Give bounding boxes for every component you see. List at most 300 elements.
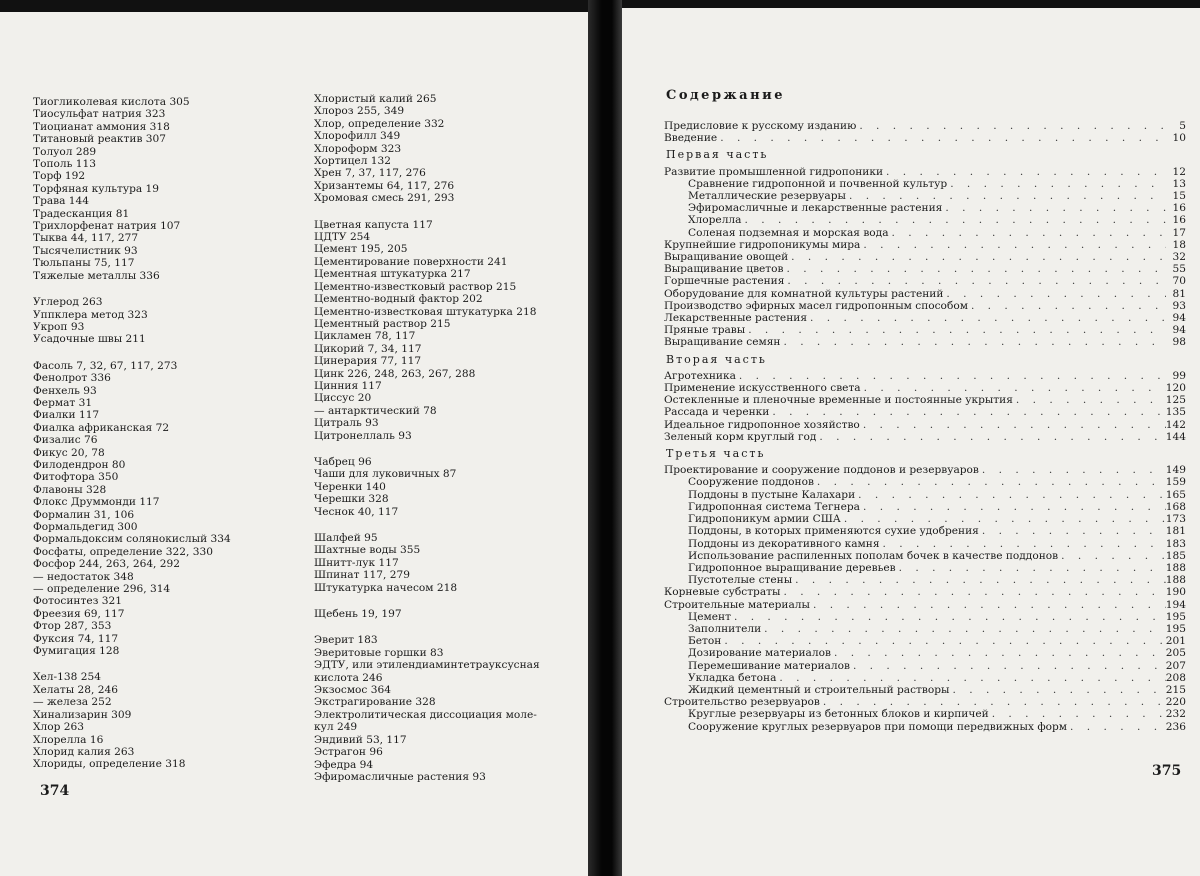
index-entry: Тиосульфат натрия 323 <box>33 108 166 121</box>
index-entry: Цемент 195, 205 <box>314 243 408 256</box>
toc-entry-page: 70 <box>1172 275 1186 288</box>
toc-entry <box>664 190 1186 202</box>
index-entry: Хлористый калий 265 <box>314 93 437 105</box>
index-entry: Шнитт-лук 117 <box>314 556 399 569</box>
index-entry: Хелаты 28, 246 <box>33 683 118 696</box>
index-entry: Флавоны 328 <box>33 483 107 496</box>
toc-entry-title: Зеленый корм круглый год <box>664 430 817 443</box>
toc-entry <box>664 464 1186 476</box>
toc-leader-dots <box>880 538 1166 550</box>
toc-leader-dots <box>769 406 1165 418</box>
toc-entry <box>664 370 1186 382</box>
toc-entry-page: 32 <box>1172 251 1186 264</box>
index-entry: Хинализарин 309 <box>33 708 132 721</box>
toc-entry-title: Строительные материалы <box>664 598 810 611</box>
index-entry: Уппклера метод 323 <box>33 308 148 321</box>
toc-leader-dots <box>736 370 1166 382</box>
toc-entry <box>664 288 1186 300</box>
toc-leader-dots <box>889 227 1166 239</box>
index-entry: Тысячелистник 93 <box>33 244 138 257</box>
toc-leader-dots <box>820 696 1166 708</box>
toc-entry-page: 125 <box>1165 394 1186 407</box>
index-entry: Тыква 44, 117, 277 <box>33 232 139 245</box>
toc-leader-dots <box>831 647 1166 659</box>
toc-entry-title: Жидкий цементный и строительный растворы <box>688 683 950 696</box>
index-entry: Фенхель 93 <box>33 384 97 397</box>
toc-entry <box>664 132 1186 144</box>
toc-entry <box>664 586 1186 598</box>
toc-entry <box>664 166 1186 178</box>
toc-leader-dots <box>784 275 1166 287</box>
index-entry: Фосфор 244, 263, 264, 292 <box>33 558 181 571</box>
index-entry: Щебень 19, 197 <box>314 608 402 621</box>
toc-entry-title: Хлорелла <box>688 214 742 227</box>
toc-entry-page: 135 <box>1165 406 1186 419</box>
toc-entry-page: 149 <box>1165 464 1186 477</box>
index-entry: Тиоцианат аммония 318 <box>33 120 170 133</box>
toc-entry-page: 18 <box>1172 238 1186 251</box>
toc-leader-dots <box>1067 721 1166 733</box>
index-entry: Цитраль 93 <box>314 417 379 430</box>
toc-entry-title: Агротехника <box>664 369 736 382</box>
toc-entry <box>664 394 1186 406</box>
toc-leader-dots <box>741 214 1166 226</box>
toc-entry <box>664 489 1186 501</box>
toc-entry <box>664 635 1186 647</box>
index-entry: кул 249 <box>314 721 358 734</box>
index-entry: Цитронеллаль 93 <box>314 429 412 442</box>
index-entry: Фотосинтез 321 <box>33 595 122 608</box>
index-entry: Фермат 31 <box>33 396 93 409</box>
index-entry: Толуол 289 <box>33 145 97 158</box>
toc-entry-page: 168 <box>1165 500 1186 513</box>
toc-entry-page: 190 <box>1165 586 1186 599</box>
toc-entry-title: Строительство резервуаров <box>664 696 820 709</box>
toc-entry <box>664 312 1186 324</box>
toc-leader-dots <box>788 251 1166 263</box>
toc-entry <box>664 708 1186 720</box>
toc-entry-title: Гидропонная система Тегнера <box>688 500 860 513</box>
index-entry: Трихлорфенат натрия 107 <box>33 220 181 233</box>
toc-entry-page: 195 <box>1165 610 1186 623</box>
toc-entry-title: Гидропоникум армии США <box>688 513 841 526</box>
index-entry: Фитофтора 350 <box>33 471 119 484</box>
index-entry: Фиалка африканская 72 <box>33 421 170 434</box>
toc-entry-page: 98 <box>1172 336 1186 349</box>
toc-entry <box>664 202 1186 214</box>
index-entry: Цинк 226, 248, 263, 267, 288 <box>314 367 476 380</box>
index-entry: Укроп 93 <box>33 320 85 333</box>
toc-leader-dots <box>942 202 1166 214</box>
toc-entry-title: Использование распиленных пополам бочек в качестве поддонов <box>688 549 1059 562</box>
table-of-contents <box>664 120 1186 733</box>
toc-entry-page: 144 <box>1165 430 1186 443</box>
index-letter-gap <box>33 346 231 360</box>
toc-entry <box>664 178 1186 190</box>
toc-leader-dots <box>1013 394 1166 406</box>
toc-entry-page: 13 <box>1172 177 1186 190</box>
toc-entry <box>664 239 1186 251</box>
toc-entry-title: Поддоны из декоративного камня <box>688 537 880 550</box>
index-entry: Формальдоксим солянокислый 334 <box>33 533 231 546</box>
toc-entry-title: Эфиромасличные и лекарственные растения <box>688 202 943 215</box>
toc-entry <box>664 623 1186 635</box>
index-entry: Фенолрот 336 <box>33 372 111 385</box>
toc-entry-title: Металлические резервуары <box>688 190 846 203</box>
index-entry: Хлороформ 323 <box>314 142 402 155</box>
toc-entry-page: 99 <box>1172 369 1186 382</box>
index-letter-gap <box>314 518 540 532</box>
toc-entry <box>664 300 1186 312</box>
toc-entry-title: Укладка бетона <box>688 671 777 684</box>
toc-leader-dots <box>856 120 1166 132</box>
toc-entry-title: Заполнители <box>688 622 762 635</box>
toc-entry-page: 201 <box>1165 635 1186 648</box>
toc-leader-dots <box>814 476 1166 488</box>
index-entry: Цинния 117 <box>314 379 382 392</box>
toc-entry-title: Пряные травы <box>664 324 746 337</box>
index-entry: Чаши для луковичных 87 <box>314 468 457 481</box>
index-entry: Традесканция 81 <box>33 207 130 220</box>
toc-entry-title: Сооружение круглых резервуаров при помощи передвижных форм <box>688 720 1068 733</box>
toc-entry-page: 120 <box>1165 382 1186 395</box>
index-entry: Флокс Друммонди 117 <box>33 496 160 509</box>
index-entry: Цементно-известковый раствор 215 <box>314 280 517 293</box>
index-entry: Эфедра 94 <box>314 758 374 771</box>
toc-entry <box>664 251 1186 263</box>
toc-leader-dots <box>780 586 1165 598</box>
toc-leader-dots <box>776 672 1165 684</box>
index-entry: Цементная штукатурка 217 <box>314 268 471 281</box>
index-entry: Шпинат 117, 279 <box>314 569 410 582</box>
index-entry: Хрен 7, 37, 117, 276 <box>314 167 426 180</box>
index-entry: Фреезия 69, 117 <box>33 607 125 620</box>
toc-entry-title: Гидропонное выращивание деревьев <box>688 561 896 574</box>
page-number-left: 374 <box>40 783 70 799</box>
index-letter-gap <box>314 205 540 219</box>
index-column-2 <box>314 93 540 783</box>
index-entry: Шалфей 95 <box>314 532 378 544</box>
index-entry: Хлор, определение 332 <box>314 117 445 130</box>
toc-entry-page: 195 <box>1165 622 1186 635</box>
index-entry: Хризантемы 64, 117, 276 <box>314 179 455 192</box>
index-entry: Хел-138 254 <box>33 671 101 684</box>
toc-entry-page: 17 <box>1172 226 1186 239</box>
toc-entry-page: 94 <box>1172 312 1186 325</box>
toc-entry-title: Сравнение гидропонной и почвенной культур <box>688 177 948 190</box>
toc-entry <box>664 574 1186 586</box>
toc-entry-page: 142 <box>1165 418 1186 431</box>
index-entry: кислота 246 <box>314 671 383 684</box>
toc-entry-page: 205 <box>1165 647 1186 660</box>
toc-entry <box>664 382 1186 394</box>
toc-entry <box>664 672 1186 684</box>
index-entry: Черешки 328 <box>314 493 389 506</box>
toc-entry-page: 194 <box>1165 598 1186 611</box>
index-entry: Черенки 140 <box>314 480 386 493</box>
index-column-1 <box>33 96 231 771</box>
index-letter-gap <box>314 442 540 456</box>
toc-entry <box>664 214 1186 226</box>
toc-leader-dots <box>784 263 1166 275</box>
toc-entry-title: Выращивание овощей <box>664 251 789 264</box>
toc-entry <box>664 336 1186 348</box>
toc-entry-page: 12 <box>1172 165 1186 178</box>
toc-entry-page: 94 <box>1172 324 1186 337</box>
toc-leader-dots <box>816 431 1165 443</box>
toc-entry-title: Горшечные растения <box>664 275 785 288</box>
index-entry: Хортицел 132 <box>314 155 392 168</box>
index-entry: Штукатурка начесом 218 <box>314 581 458 594</box>
index-entry: Усадочные швы 211 <box>33 333 146 346</box>
toc-entry <box>664 513 1186 525</box>
toc-leader-dots <box>860 419 1166 431</box>
index-entry: Фиалки 117 <box>33 409 100 422</box>
toc-entry <box>664 562 1186 574</box>
toc-part-heading: Третья часть <box>666 447 766 461</box>
index-letter-gap <box>33 282 231 296</box>
index-entry: Трава 144 <box>33 195 90 208</box>
index-entry: Хлорид калия 263 <box>33 745 135 758</box>
toc-part-heading: Первая часть <box>666 148 769 162</box>
index-entry: Эстрагон 96 <box>314 746 383 759</box>
index-letter-gap <box>314 620 540 634</box>
toc-entry-title: Крупнейшие гидропоникумы мира <box>664 238 861 251</box>
index-entry: Титановый реактив 307 <box>33 133 167 146</box>
index-entry: Цикламен 78, 117 <box>314 330 416 343</box>
index-entry: Электролитическая диссоциация моле- <box>314 708 537 721</box>
toc-entry-title: Пустотелые стены <box>688 574 793 587</box>
toc-entry-page: 81 <box>1172 287 1186 300</box>
toc-entry-title: Предисловие к русскому изданию <box>664 120 857 132</box>
index-entry: Экзосмос 364 <box>314 684 391 697</box>
toc-entry <box>664 406 1186 418</box>
toc-leader-dots <box>883 166 1166 178</box>
index-entry: Цикорий 7, 34, 117 <box>314 342 422 355</box>
index-letter-gap <box>33 657 231 671</box>
toc-entry-page: 215 <box>1165 683 1186 696</box>
index-entry: Фикус 20, 78 <box>33 446 105 459</box>
toc-entry-page: 188 <box>1165 561 1186 574</box>
toc-entry-page: 236 <box>1165 720 1186 733</box>
toc-entry <box>664 419 1186 431</box>
index-entry: Фтор 287, 353 <box>33 620 112 633</box>
index-entry: Фасоль 7, 32, 67, 117, 273 <box>33 359 178 372</box>
toc-entry-title: Оборудование для комнатной культуры растений <box>664 287 944 300</box>
toc-entry-title: Применение искусственного света <box>664 382 861 395</box>
index-entry: — недостаток 348 <box>33 570 134 583</box>
toc-entry <box>664 538 1186 550</box>
toc-entry-title: Цемент <box>688 610 731 623</box>
toc-entry <box>664 431 1186 443</box>
index-entry: Торф 192 <box>33 170 86 183</box>
toc-leader-dots <box>968 300 1166 312</box>
toc-entry-title: Производство эфирных масел гидропонным способом <box>664 299 968 312</box>
toc-leader-dots <box>731 611 1166 623</box>
toc-entry <box>664 684 1186 696</box>
toc-entry <box>664 525 1186 537</box>
toc-entry-title: Идеальное гидропонное хозяйство <box>664 418 860 431</box>
toc-part-heading: Вторая часть <box>666 352 767 366</box>
index-entry: Эндивий 53, 117 <box>314 733 407 746</box>
toc-entry <box>664 275 1186 287</box>
toc-leader-dots <box>721 635 1165 647</box>
toc-leader-dots <box>761 623 1166 635</box>
index-entry: Шахтные воды 355 <box>314 544 421 557</box>
index-entry: Эверитовые горшки 83 <box>314 646 444 659</box>
toc-entry <box>664 263 1186 275</box>
toc-entry-title: Рассада и черенки <box>664 406 770 419</box>
left-page <box>0 12 600 876</box>
toc-title: Содержание <box>666 88 786 103</box>
toc-leader-dots <box>861 382 1166 394</box>
toc-entry-page: 185 <box>1165 549 1186 562</box>
toc-entry-title: Введение <box>664 132 718 145</box>
toc-entry-title: Бетон <box>688 635 722 648</box>
index-entry: Цементный раствор 215 <box>314 317 451 330</box>
index-entry: Чабрец 96 <box>314 455 372 468</box>
toc-entry <box>664 660 1186 672</box>
index-entry: Хлороз 255, 349 <box>314 105 405 118</box>
index-entry: Формалин 31, 106 <box>33 508 135 521</box>
index-entry: — железа 252 <box>33 696 112 709</box>
right-page <box>622 8 1200 876</box>
index-entry: Тяжелые металлы 336 <box>33 269 160 282</box>
index-entry: Хлор 263 <box>33 721 85 734</box>
toc-entry-title: Круглые резервуары из бетонных блоков и кирпичей <box>688 708 989 721</box>
index-entry: Хлориды, определение 318 <box>33 758 186 771</box>
index-entry: Цветная капуста 117 <box>314 218 433 231</box>
toc-leader-dots <box>855 489 1166 501</box>
toc-leader-dots <box>979 525 1166 537</box>
index-entry: Филодендрон 80 <box>33 458 126 471</box>
toc-leader-dots <box>860 501 1166 513</box>
toc-entry <box>664 696 1186 708</box>
toc-entry-title: Соленая подземная и морская вода <box>688 226 889 239</box>
toc-entry-page: 16 <box>1172 214 1186 227</box>
toc-entry-page: 207 <box>1165 659 1186 672</box>
index-entry: Цинерария 77, 117 <box>314 355 422 368</box>
toc-leader-dots <box>780 336 1166 348</box>
index-entry: Цементирование поверхности 241 <box>314 255 508 268</box>
index-entry: Цементно-известковая штукатурка 218 <box>314 305 537 318</box>
toc-entry <box>664 501 1186 513</box>
toc-entry-page: 93 <box>1172 299 1186 312</box>
toc-entry-page: 16 <box>1172 202 1186 215</box>
toc-entry-title: Перемешивание материалов <box>688 659 850 672</box>
toc-entry <box>664 324 1186 336</box>
index-entry: Углерод 263 <box>33 296 103 309</box>
toc-leader-dots <box>896 562 1166 574</box>
index-entry: Хлорелла 16 <box>33 733 104 746</box>
index-entry: Фумигация 128 <box>33 645 120 658</box>
toc-leader-dots <box>846 190 1166 202</box>
index-entry: Хлорофилл 349 <box>314 130 401 143</box>
index-entry: Торфяная культура 19 <box>33 182 160 195</box>
toc-leader-dots <box>860 239 1166 251</box>
index-entry: Фуксия 74, 117 <box>33 632 119 645</box>
toc-entry-title: Сооружение поддонов <box>688 476 814 489</box>
toc-entry-title: Поддоны в пустыне Калахари <box>688 488 856 501</box>
toc-entry-page: 15 <box>1172 190 1186 203</box>
toc-entry <box>664 120 1186 132</box>
index-entry: Чеснок 40, 117 <box>314 505 399 518</box>
toc-entry-page: 10 <box>1172 132 1186 145</box>
index-entry: Тополь 113 <box>33 158 96 171</box>
toc-entry <box>664 550 1186 562</box>
index-entry: Циссус 20 <box>314 392 372 405</box>
toc-entry-title: Развитие промышленной гидропоники <box>664 165 884 178</box>
toc-leader-dots <box>807 312 1166 324</box>
index-entry: Физалис 76 <box>33 434 98 447</box>
index-entry: Экстрагирование 328 <box>314 696 436 709</box>
book-gutter <box>588 0 622 876</box>
toc-entry-page: 55 <box>1172 263 1186 276</box>
index-entry: Цементно-водный фактор 202 <box>314 293 483 306</box>
toc-entry-title: Проектирование и сооружение поддонов и резервуаров <box>664 464 979 477</box>
toc-entry-title: Лекарственные растения <box>664 312 808 325</box>
index-entry: Тиогликолевая кислота 305 <box>33 96 190 108</box>
toc-leader-dots <box>792 574 1166 586</box>
toc-entry <box>664 647 1186 659</box>
index-entry: Тюльпаны 75, 117 <box>33 257 135 270</box>
index-entry: — антарктический 78 <box>314 404 437 417</box>
index-entry: Эверит 183 <box>314 634 378 647</box>
index-entry: Формальдегид 300 <box>33 521 138 533</box>
toc-leader-dots <box>850 660 1166 672</box>
toc-entry-page: 188 <box>1165 574 1186 587</box>
toc-entry-title: Поддоны, в которых применяются сухие удобрения <box>688 525 979 538</box>
toc-leader-dots <box>841 513 1166 525</box>
toc-entry <box>664 476 1186 488</box>
toc-leader-dots <box>947 178 1166 190</box>
toc-leader-dots <box>745 324 1166 336</box>
toc-leader-dots <box>949 684 1165 696</box>
toc-entry-page: 173 <box>1165 513 1186 526</box>
toc-entry <box>664 227 1186 239</box>
toc-entry-page: 5 <box>1179 120 1186 132</box>
toc-entry-page: 183 <box>1165 537 1186 550</box>
index-entry: ЭДТУ, или этилендиаминтетрауксусная <box>314 659 540 672</box>
toc-entry-page: 232 <box>1165 708 1186 721</box>
page-number-right: 375 <box>1152 763 1182 779</box>
toc-entry-page: 165 <box>1165 488 1186 501</box>
index-entry: ЦДТУ 254 <box>314 231 371 244</box>
toc-leader-dots <box>943 288 1166 300</box>
index-entry: Хромовая смесь 291, 293 <box>314 192 455 205</box>
toc-entry-page: 220 <box>1165 696 1186 709</box>
toc-leader-dots <box>717 132 1166 144</box>
toc-entry <box>664 721 1186 733</box>
toc-entry-title: Выращивание семян <box>664 336 781 349</box>
toc-leader-dots <box>979 464 1166 476</box>
toc-entry-page: 159 <box>1165 476 1186 489</box>
toc-entry-page: 181 <box>1165 525 1186 538</box>
toc-leader-dots <box>810 599 1166 611</box>
index-letter-gap <box>314 594 540 608</box>
toc-entry-page: 208 <box>1165 671 1186 684</box>
toc-entry <box>664 611 1186 623</box>
index-entry: Эфиромасличные растения 93 <box>314 770 486 783</box>
toc-entry-title: Корневые субстраты <box>664 586 781 599</box>
toc-entry-title: Остекленные и пленочные временные и постоянные укрытия <box>664 394 1013 407</box>
toc-leader-dots <box>1058 550 1166 562</box>
toc-entry <box>664 599 1186 611</box>
index-entry: Фосфаты, определение 322, 330 <box>33 545 213 558</box>
toc-leader-dots <box>989 708 1166 720</box>
toc-entry-title: Выращивание цветов <box>664 263 784 276</box>
toc-entry-title: Дозирование материалов <box>688 647 831 660</box>
